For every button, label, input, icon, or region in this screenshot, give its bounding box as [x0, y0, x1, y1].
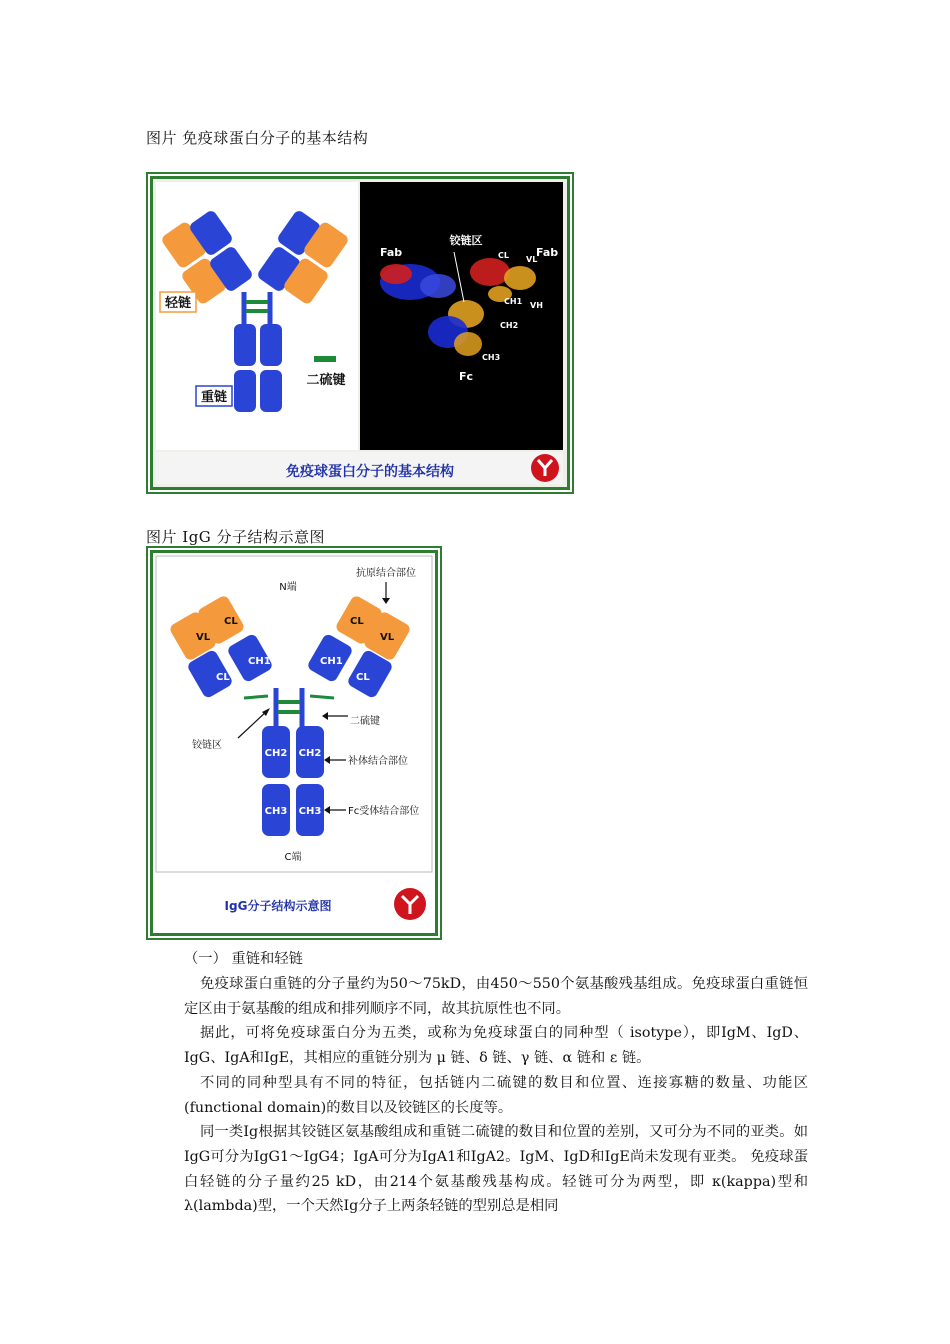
- paragraph-1: 免疫球蛋白重链的分子量约为50～75kD，由450～550个氨基酸残基组成。免疫球蛋白重链恒定区由于氨基酸的组成和排列顺序不同，故其抗原性也不同。: [184, 976, 808, 1017]
- immunology-logo-2: [394, 888, 426, 920]
- domain-vl-right: VL: [380, 632, 395, 643]
- crystal-fab-left: Fab: [380, 246, 403, 259]
- paragraph-2: 据此，可将免疫球蛋白分为五类，或称为免疫球蛋白的同种型（ isotype），即IgM、IgD、IgG、IgA和IgE，其相应的重链分别为 μ 链、δ 链、γ 链、α 链和 ε 链。: [184, 1025, 808, 1067]
- domain-cl-right-top: CL: [350, 616, 364, 627]
- paragraph-3: 不同的同种型具有不同的特征，包括链内二硫键的数目和位置、连接寡糖的数量、功能区(functional domain)的数目以及铰链区的长度等。: [184, 1074, 808, 1116]
- antigen-site-label: 抗原结合部位: [356, 568, 416, 579]
- figure2-diagram: [148, 548, 440, 938]
- crystal-ch2: CH2: [500, 321, 519, 330]
- crystal-fc: Fc: [458, 370, 474, 383]
- domain-vl-left: VL: [196, 632, 211, 643]
- figure2-caption: 图片 IgG 分子结构示意图: [146, 528, 326, 546]
- immunology-logo: [531, 454, 559, 482]
- figure2-image: [146, 546, 442, 940]
- disulfide-label: 二硫键: [306, 373, 346, 388]
- paragraph-4: 同一类Ig根据其铰链区氨基酸组成和重链二硫键的数目和位置的差别，又可分为不同的亚类。如IgG可分为IgG1～IgG4；IgA可分为IgA1和IgA2。IgM、IgD和IgE尚未发现有亚类。 免疫球蛋白轻链的分子量约25 kD，由214个氨基酸残基构成。轻链可分为两型，即 κ(kappa)型和 λ(lambda)型，一个天然Ig分子上两条轻链的型别总是相同: [184, 1124, 808, 1215]
- figure1-image: [146, 172, 574, 494]
- heavy-chain-label: 重链: [200, 390, 228, 405]
- body-text: [184, 972, 808, 1219]
- domain-cl-right: CL: [356, 672, 370, 683]
- disulfide-label-2: 二硫键: [350, 716, 380, 727]
- domain-ch2-left: CH2: [264, 748, 288, 759]
- crystal-hinge: 铰链区: [449, 234, 483, 247]
- figure2-title: IgG分子结构示意图: [224, 899, 332, 913]
- complement-site-label: 补体结合部位: [348, 756, 408, 767]
- c-terminus-label: C端: [284, 852, 302, 863]
- domain-ch1-left: CH1: [248, 656, 271, 667]
- crystal-cl: CL: [498, 251, 509, 260]
- figure1-diagram: [148, 174, 572, 492]
- hinge-label: 铰链区: [192, 740, 222, 751]
- domain-ch3-left: CH3: [264, 806, 288, 817]
- domain-ch2-right: CH2: [298, 748, 322, 759]
- figure1-title: 免疫球蛋白分子的基本结构: [286, 464, 454, 480]
- crystal-ch3: CH3: [482, 353, 501, 362]
- crystal-ch1: CH1: [504, 297, 523, 306]
- domain-cl-left-top: CL: [224, 616, 238, 627]
- crystal-vl: VL: [526, 255, 538, 264]
- n-terminus-label: N端: [279, 582, 297, 593]
- domain-ch1-right: CH1: [320, 656, 343, 667]
- figure1-caption: 图片 免疫球蛋白分子的基本结构: [146, 129, 369, 147]
- domain-ch3-right: CH3: [298, 806, 322, 817]
- light-chain-label: 轻链: [164, 296, 192, 311]
- crystal-fab-right: Fab: [536, 246, 559, 259]
- section-title: （一） 重链和轻链: [184, 951, 303, 967]
- fc-receptor-site-label: Fc受体结合部位: [348, 806, 420, 817]
- crystal-vh: VH: [530, 301, 543, 310]
- domain-cl-left: CL: [216, 672, 230, 683]
